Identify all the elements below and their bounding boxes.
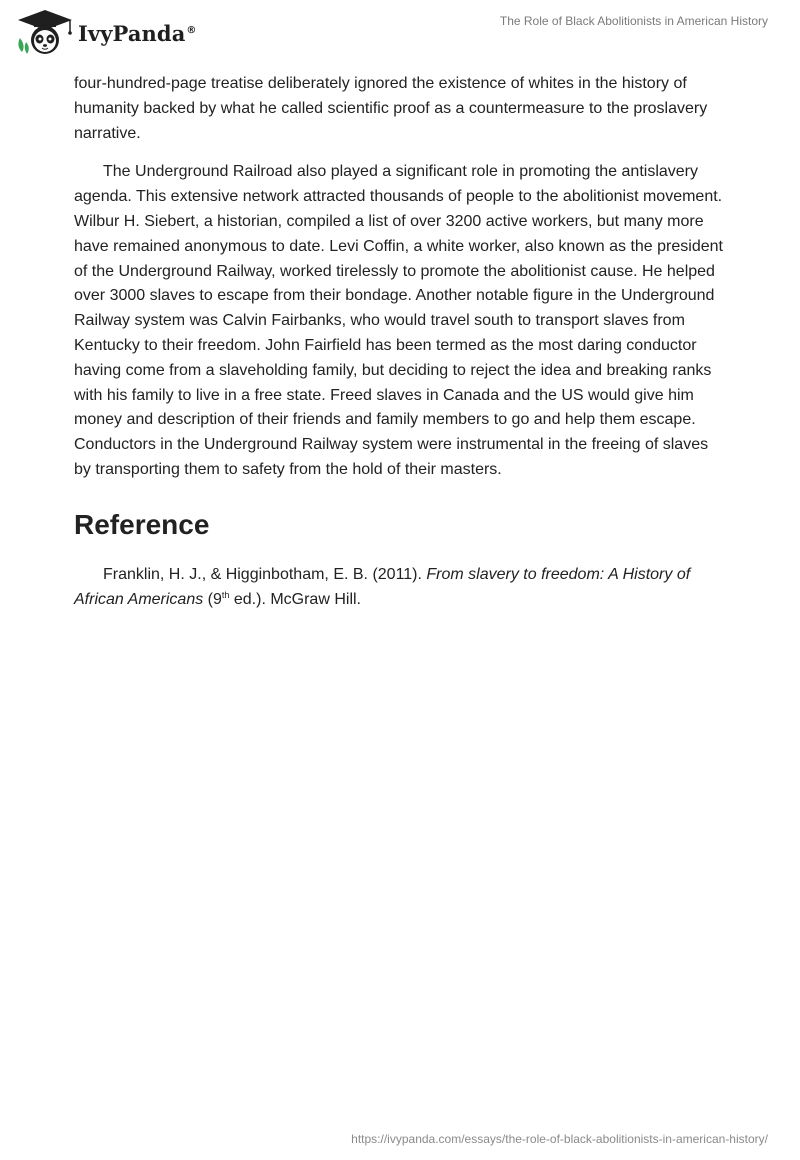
reference-heading: Reference [74, 508, 210, 540]
ref-authors-year: Franklin, H. J., & Higginbotham, E. B. (2011). [103, 565, 427, 583]
footer-source-url[interactable]: https://ivypanda.com/essays/the-role-of-black-abolitionists-in-american-history/ [351, 1132, 768, 1146]
reference-entry [74, 563, 726, 613]
paragraph-underground-railroad: The Underground Railroad also played a significant role in promoting the antislavery agenda. This extensive network attracted thousands of people to the abolitionist movement. Wilbur H. Siebert, a historian, compiled a list of over 3200 active workers, but many more have remained anonymous to date. Levi Coffin, a white worker, also known as the president of the Underground Railway, worked tirelessly to promote the abolitionist cause. He helped over 3000 slaves to escape from their bondage. Another notable figure in the Underground Railway system was Calvin Fairbanks, who would travel south to transport slaves from Kentucky to their freedom. John Fairfield has been termed as the most daring conductor having come from a slaveholding family, but deciding to reject the idea and breaking ranks with his family to live in a free state. Freed slaves in Canada and the US would give him money and description of their friends and family members to go and help them escape. Conductors in the Underground Railway system were instrumental in the freeing of slaves by transporting them to safety from the hold of their masters. [74, 163, 723, 478]
page-header [0, 0, 800, 70]
ref-edition-open: (9 [203, 590, 222, 608]
ref-edition-close: ed.). McGraw Hill. [229, 590, 361, 608]
brand-name-text: IvyPanda [78, 20, 186, 46]
registered-mark: ® [186, 24, 197, 36]
running-title: The Role of Black Abolitionists in American History [499, 14, 768, 28]
essay-content [74, 72, 726, 612]
panda-graduate-icon [14, 8, 76, 56]
paragraph-continued: four-hundred-page treatise deliberately ignored the existence of whites in the history of humanity backed by what he called scientific proof as a countermeasure to the proslavery narrative. [74, 75, 708, 142]
ivypanda-logo[interactable] [14, 8, 197, 56]
brand-name [78, 21, 197, 46]
ref-title: From slavery to freedom: A History of African Americans [74, 565, 691, 608]
ref-edition-sup: th [221, 589, 230, 600]
